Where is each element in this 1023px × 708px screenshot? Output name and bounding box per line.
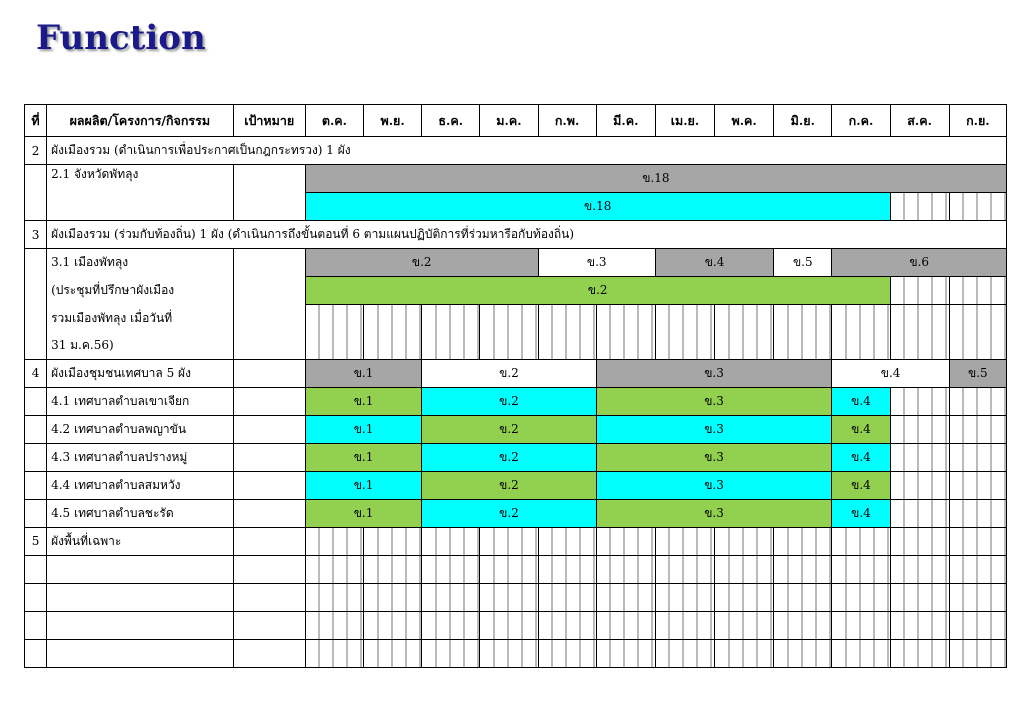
plan-step: ข.2 [422, 359, 597, 387]
schedule-cell [715, 555, 774, 583]
schedule-cell [949, 415, 1006, 443]
item-label: 4.2 เทศบาลตำบลพญาขัน [47, 415, 234, 443]
schedule-cell [949, 527, 1006, 555]
actual-bar: ข.18 [305, 193, 890, 221]
schedule-cell [305, 611, 363, 639]
schedule-cell [655, 611, 714, 639]
schedule-cell [422, 611, 480, 639]
actual-bar: ข.2 [305, 277, 890, 305]
schedule-cell [890, 611, 949, 639]
schedule-cell [655, 527, 714, 555]
schedule-cell [305, 305, 363, 360]
schedule-cell [949, 471, 1006, 499]
schedule-cell [538, 527, 596, 555]
empty-cell [233, 555, 305, 583]
step-bar: ข.4 [832, 499, 890, 527]
empty-cell [25, 555, 47, 583]
header-month: ส.ค. [890, 105, 949, 137]
schedule-cell [655, 583, 714, 611]
header-row [25, 105, 1007, 137]
empty-cell [25, 249, 47, 360]
section-title: ผังเมืองรวม (ร่วมกับท้องถิ่น) 1 ผัง (ดำเนินการถึงขั้นตอนที่ 6 ตามแผนปฏิบัติการที่ร่วมหารือกับท้องถิ่น) [47, 221, 1007, 249]
schedule-cell [655, 639, 714, 667]
schedule-cell [480, 555, 538, 583]
table-row [25, 527, 1007, 555]
schedule-cell [422, 305, 480, 360]
item-label: 2.1 จังหวัดพัทลุง [47, 165, 234, 221]
step-bar: ข.1 [305, 415, 421, 443]
row-number: 2 [25, 137, 47, 165]
schedule-cell [890, 555, 949, 583]
schedule-cell [832, 639, 890, 667]
gantt-table [24, 104, 1007, 668]
step-bar: ข.2 [422, 499, 597, 527]
step-bar: ข.1 [305, 471, 421, 499]
section-title: ผังพื้นที่เฉพาะ [47, 527, 234, 555]
schedule-cell [890, 527, 949, 555]
schedule-cell [538, 639, 596, 667]
empty-cell [233, 359, 305, 387]
schedule-cell [422, 555, 480, 583]
empty-cell [233, 443, 305, 471]
empty-cell [233, 249, 305, 360]
schedule-cell [890, 193, 949, 221]
schedule-cell [949, 639, 1006, 667]
empty-row [25, 611, 1007, 639]
schedule-cell [949, 583, 1006, 611]
schedule-cell [715, 611, 774, 639]
item-label: 4.1 เทศบาลตำบลเขาเจียก [47, 387, 234, 415]
plan-step: ข.2 [305, 249, 538, 277]
table-row [25, 499, 1007, 527]
table-row [25, 443, 1007, 471]
table-row [25, 415, 1007, 443]
schedule-cell [655, 305, 714, 360]
page-title: Function [36, 18, 206, 58]
schedule-cell [596, 583, 655, 611]
step-bar: ข.2 [422, 471, 597, 499]
schedule-cell [480, 305, 538, 360]
empty-cell [25, 415, 47, 443]
header-month: ต.ค. [305, 105, 363, 137]
empty-cell [233, 165, 305, 221]
schedule-cell [774, 611, 832, 639]
step-bar: ข.3 [596, 387, 832, 415]
schedule-cell [949, 611, 1006, 639]
section-title: ผังเมืองรวม (ดำเนินการเพื่อประกาศเป็นกฎกระทรวง) 1 ผัง [47, 137, 1007, 165]
empty-cell [233, 583, 305, 611]
empty-row [25, 639, 1007, 667]
empty-cell [25, 583, 47, 611]
empty-cell [233, 499, 305, 527]
step-bar: ข.4 [832, 387, 890, 415]
schedule-cell [715, 583, 774, 611]
item-label-line: รวมเมืองพัทลุง เมื่อวันที่ [47, 305, 234, 332]
empty-cell [25, 611, 47, 639]
step-bar: ข.1 [305, 387, 421, 415]
step-bar: ข.2 [422, 415, 597, 443]
schedule-cell [655, 555, 714, 583]
header-month: พ.ย. [364, 105, 422, 137]
schedule-cell [949, 499, 1006, 527]
empty-cell [233, 387, 305, 415]
header-month: ก.พ. [538, 105, 596, 137]
schedule-cell [715, 527, 774, 555]
schedule-cell [596, 555, 655, 583]
schedule-cell [364, 555, 422, 583]
schedule-cell [890, 305, 949, 360]
step-bar: ข.2 [422, 387, 597, 415]
empty-cell [25, 165, 47, 221]
item-label-line: (ประชุมที่ปรึกษาผังเมือง [47, 277, 234, 305]
table-row [25, 305, 1007, 332]
header-product: ผลผลิต/โครงการ/กิจกรรม [47, 105, 234, 137]
step-bar: ข.2 [422, 443, 597, 471]
step-bar: ข.3 [596, 471, 832, 499]
schedule-cell [364, 639, 422, 667]
empty-cell [25, 639, 47, 667]
schedule-cell [422, 639, 480, 667]
schedule-cell [364, 611, 422, 639]
schedule-cell [480, 611, 538, 639]
row-number: 4 [25, 359, 47, 387]
step-bar: ข.1 [305, 443, 421, 471]
row-number: 5 [25, 527, 47, 555]
table-row [25, 277, 1007, 305]
schedule-cell [364, 305, 422, 360]
schedule-cell [480, 527, 538, 555]
empty-row [25, 555, 1007, 583]
empty-cell [47, 583, 234, 611]
item-label: 4.3 เทศบาลตำบลปรางหมู่ [47, 443, 234, 471]
schedule-cell [949, 387, 1006, 415]
empty-cell [233, 639, 305, 667]
schedule-cell [832, 611, 890, 639]
plan-bar: ข.18 [305, 165, 1006, 193]
schedule-cell [538, 611, 596, 639]
schedule-cell [364, 583, 422, 611]
schedule-cell [774, 639, 832, 667]
table-row [25, 221, 1007, 249]
step-bar: ข.3 [596, 415, 832, 443]
header-target: เป้าหมาย [233, 105, 305, 137]
schedule-cell [305, 555, 363, 583]
item-label-line: 31 ม.ค.56) [47, 332, 234, 360]
plan-step: ข.4 [832, 359, 949, 387]
header-month: เม.ย. [655, 105, 714, 137]
schedule-cell [832, 583, 890, 611]
schedule-cell [715, 639, 774, 667]
schedule-cell [364, 527, 422, 555]
schedule-cell [832, 527, 890, 555]
schedule-cell [949, 193, 1006, 221]
schedule-cell [305, 583, 363, 611]
empty-cell [47, 639, 234, 667]
schedule-cell [774, 583, 832, 611]
empty-cell [25, 499, 47, 527]
empty-row [25, 583, 1007, 611]
step-bar: ข.4 [832, 443, 890, 471]
table-row [25, 359, 1007, 387]
item-label-line: 3.1 เมืองพัทลุง [47, 249, 234, 277]
empty-cell [25, 471, 47, 499]
plan-step: ข.1 [305, 359, 421, 387]
schedule-cell [715, 305, 774, 360]
plan-step: ข.3 [538, 249, 655, 277]
empty-cell [233, 415, 305, 443]
table-row [25, 387, 1007, 415]
plan-step: ข.3 [596, 359, 832, 387]
schedule-cell [305, 639, 363, 667]
schedule-cell [422, 583, 480, 611]
schedule-cell [890, 583, 949, 611]
schedule-cell [890, 499, 949, 527]
schedule-cell [596, 305, 655, 360]
schedule-cell [538, 555, 596, 583]
header-no: ที่ [25, 105, 47, 137]
schedule-cell [832, 305, 890, 360]
item-label: 4.4 เทศบาลตำบลสมหวัง [47, 471, 234, 499]
schedule-cell [596, 639, 655, 667]
schedule-cell [832, 555, 890, 583]
schedule-cell [949, 443, 1006, 471]
schedule-cell [890, 443, 949, 471]
schedule-cell [538, 583, 596, 611]
schedule-cell [596, 611, 655, 639]
plan-step: ข.5 [774, 249, 832, 277]
plan-step: ข.6 [832, 249, 1007, 277]
empty-cell [25, 387, 47, 415]
schedule-cell [890, 415, 949, 443]
header-month: ธ.ค. [422, 105, 480, 137]
schedule-cell [949, 555, 1006, 583]
schedule-cell [538, 305, 596, 360]
empty-cell [25, 443, 47, 471]
empty-cell [233, 471, 305, 499]
schedule-cell [774, 305, 832, 360]
schedule-cell [890, 639, 949, 667]
schedule-cell [774, 527, 832, 555]
header-month: ก.ย. [949, 105, 1006, 137]
step-bar: ข.4 [832, 415, 890, 443]
item-label: 4.5 เทศบาลตำบลชะรัด [47, 499, 234, 527]
header-month: พ.ค. [715, 105, 774, 137]
schedule-cell [890, 387, 949, 415]
schedule-cell [422, 527, 480, 555]
header-month: ก.ค. [832, 105, 890, 137]
table-row [25, 249, 1007, 277]
schedule-cell [949, 305, 1006, 360]
schedule-cell [890, 471, 949, 499]
schedule-cell [949, 277, 1006, 305]
step-bar: ข.3 [596, 499, 832, 527]
table-row [25, 137, 1007, 165]
step-bar: ข.3 [596, 443, 832, 471]
schedule-cell [305, 527, 363, 555]
step-bar: ข.4 [832, 471, 890, 499]
section-title: ผังเมืองชุมชนเทศบาล 5 ผัง [47, 359, 234, 387]
step-bar: ข.1 [305, 499, 421, 527]
table-row [25, 471, 1007, 499]
row-number: 3 [25, 221, 47, 249]
schedule-cell [890, 277, 949, 305]
empty-cell [233, 611, 305, 639]
empty-cell [233, 527, 305, 555]
table-row [25, 165, 1007, 193]
schedule-cell [480, 639, 538, 667]
header-month: ม.ค. [480, 105, 538, 137]
schedule-cell [596, 527, 655, 555]
plan-step: ข.4 [655, 249, 773, 277]
empty-cell [47, 611, 234, 639]
schedule-cell [480, 583, 538, 611]
schedule-cell [774, 555, 832, 583]
plan-step: ข.5 [949, 359, 1006, 387]
empty-cell [47, 555, 234, 583]
header-month: มิ.ย. [774, 105, 832, 137]
header-month: มี.ค. [596, 105, 655, 137]
